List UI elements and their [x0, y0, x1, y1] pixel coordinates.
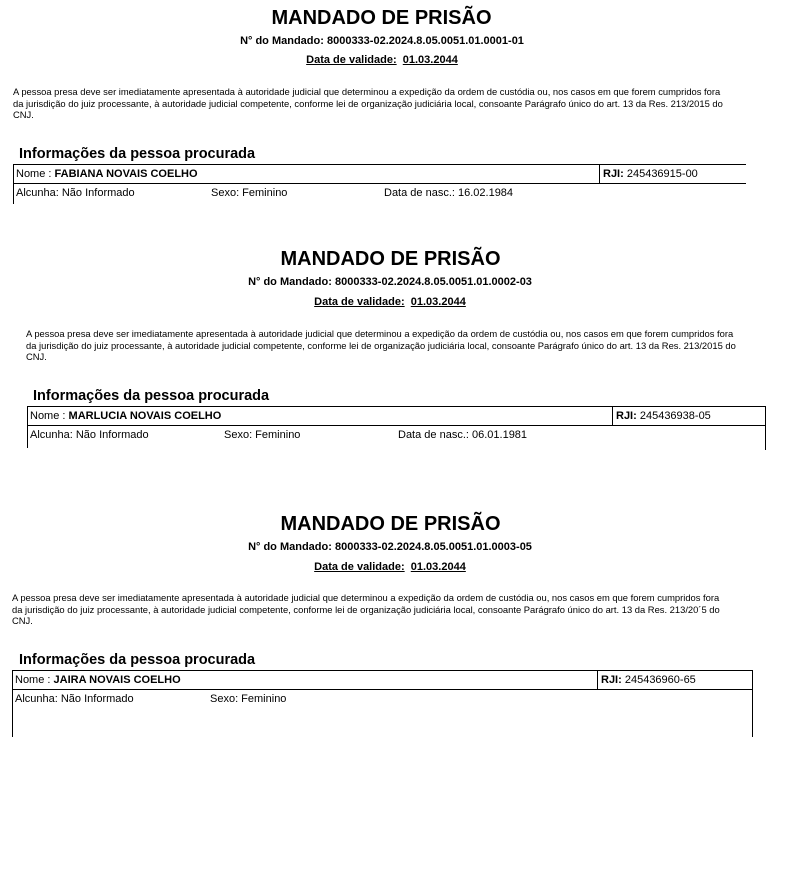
warrant-validity: [0, 296, 797, 309]
person-name-row: [28, 407, 766, 426]
rji-label: RJI:: [603, 168, 624, 180]
alias: Alcunha: Não Informado: [16, 187, 135, 199]
warrant-number: [0, 276, 797, 289]
warrant-number-value: 8000333-02.2024.8.05.0051.01.0003-05: [334, 541, 532, 553]
birth-date: Data de nasc.: 06.01.1981: [398, 429, 528, 441]
name-label: Nome :: [15, 674, 51, 686]
person-name-row: [13, 671, 753, 690]
warrant-number-label: N° do Mandado:: [240, 35, 324, 47]
validity-label: Data de validade:: [306, 54, 397, 66]
name-label: Nome :: [30, 410, 66, 422]
warrant-number-label: N° do Mandado:: [248, 276, 332, 288]
name-label: Nome :: [16, 168, 52, 180]
warrant-validity: [0, 561, 797, 574]
sex: Sexo: Feminino: [211, 187, 288, 199]
validity-label: Data de validade:: [314, 296, 405, 308]
rji-cell: [600, 165, 746, 183]
rji-value: 245436915-00: [626, 168, 698, 180]
person-name-cell: [14, 165, 600, 183]
validity-value: 01.03.2044: [410, 296, 466, 308]
section-title: Informações da pessoa procurada: [19, 652, 256, 668]
sex: Sexo: Feminino: [210, 693, 287, 705]
custody-notice: A pessoa presa deve ser imediatamente apresentada à autoridade judicial que determinou a expedição da ordem de custódia ou, nos casos em que forem cumpridos fora da jurisdição do juiz processante, à autoridade judicial competente, conforme lei de organização judiciária local, consoante Parágrafo único do art. 13 da Res. 213/2015 do CNJ.: [26, 328, 736, 363]
table-right-border: [765, 407, 766, 450]
person-info-table: [27, 406, 766, 448]
birth-date: Data de nasc.: 16.02.1984: [384, 187, 514, 199]
person-details-row: [28, 426, 766, 448]
person-name-row: [14, 165, 746, 184]
section-title: Informações da pessoa procurada: [33, 388, 270, 404]
person-info-table: [13, 164, 746, 204]
rji-cell: [613, 407, 766, 425]
warrant-number-value: 8000333-02.2024.8.05.0051.01.0002-03: [334, 276, 532, 288]
warrant-title: MANDADO DE PRISÃO: [280, 248, 501, 270]
sex: Sexo: Feminino: [224, 429, 301, 441]
section-title: Informações da pessoa procurada: [19, 146, 256, 162]
table-right-border: [752, 671, 753, 737]
person-name: JAIRA NOVAIS COELHO: [53, 674, 181, 686]
warrant-number: [0, 541, 797, 554]
validity-value: 01.03.2044: [402, 54, 458, 66]
warrant-number: [0, 35, 797, 48]
rji-cell: [598, 671, 753, 689]
warrant-title: MANDADO DE PRISÃO: [280, 513, 501, 535]
custody-notice: A pessoa presa deve ser imediatamente apresentada à autoridade judicial que determinou a expedição da ordem de custódia ou, nos casos em que forem cumpridos fora da jurisdição do juiz processante, à autoridade judicial competente, conforme lei de organização judiciária local, consoante Parágrafo único do art. 13 da Res. 213/2015 do CNJ.: [13, 86, 723, 121]
person-details-row: [14, 184, 746, 204]
alias: Alcunha: Não Informado: [30, 429, 149, 441]
rji-value: 245436938-05: [639, 410, 711, 422]
rji-label: RJI:: [601, 674, 622, 686]
warrant-validity: [0, 54, 797, 67]
custody-notice: A pessoa presa deve ser imediatamente apresentada à autoridade judicial que determinou a expedição da ordem de custódia ou, nos casos em que forem cumpridos fora da jurisdição do juiz processante, à autoridade judicial competente, conforme lei de organização judiciária local, consoante Parágrafo único do art. 13 da Res. 213/20´5 do CNJ.: [12, 592, 720, 627]
alias: Alcunha: Não Informado: [15, 693, 134, 705]
warrant-number-label: N° do Mandado:: [248, 541, 332, 553]
person-details-row: [13, 690, 753, 737]
warrant-number-value: 8000333-02.2024.8.05.0051.01.0001-01: [326, 35, 524, 47]
validity-label: Data de validade:: [314, 561, 405, 573]
validity-value: 01.03.2044: [410, 561, 466, 573]
person-name-cell: [28, 407, 613, 425]
rji-value: 245436960-65: [624, 674, 696, 686]
warrant-title: MANDADO DE PRISÃO: [271, 7, 492, 29]
person-name: FABIANA NOVAIS COELHO: [54, 168, 198, 180]
person-name: MARLUCIA NOVAIS COELHO: [68, 410, 222, 422]
person-info-table: [12, 670, 753, 737]
rji-label: RJI:: [616, 410, 637, 422]
person-name-cell: [13, 671, 598, 689]
